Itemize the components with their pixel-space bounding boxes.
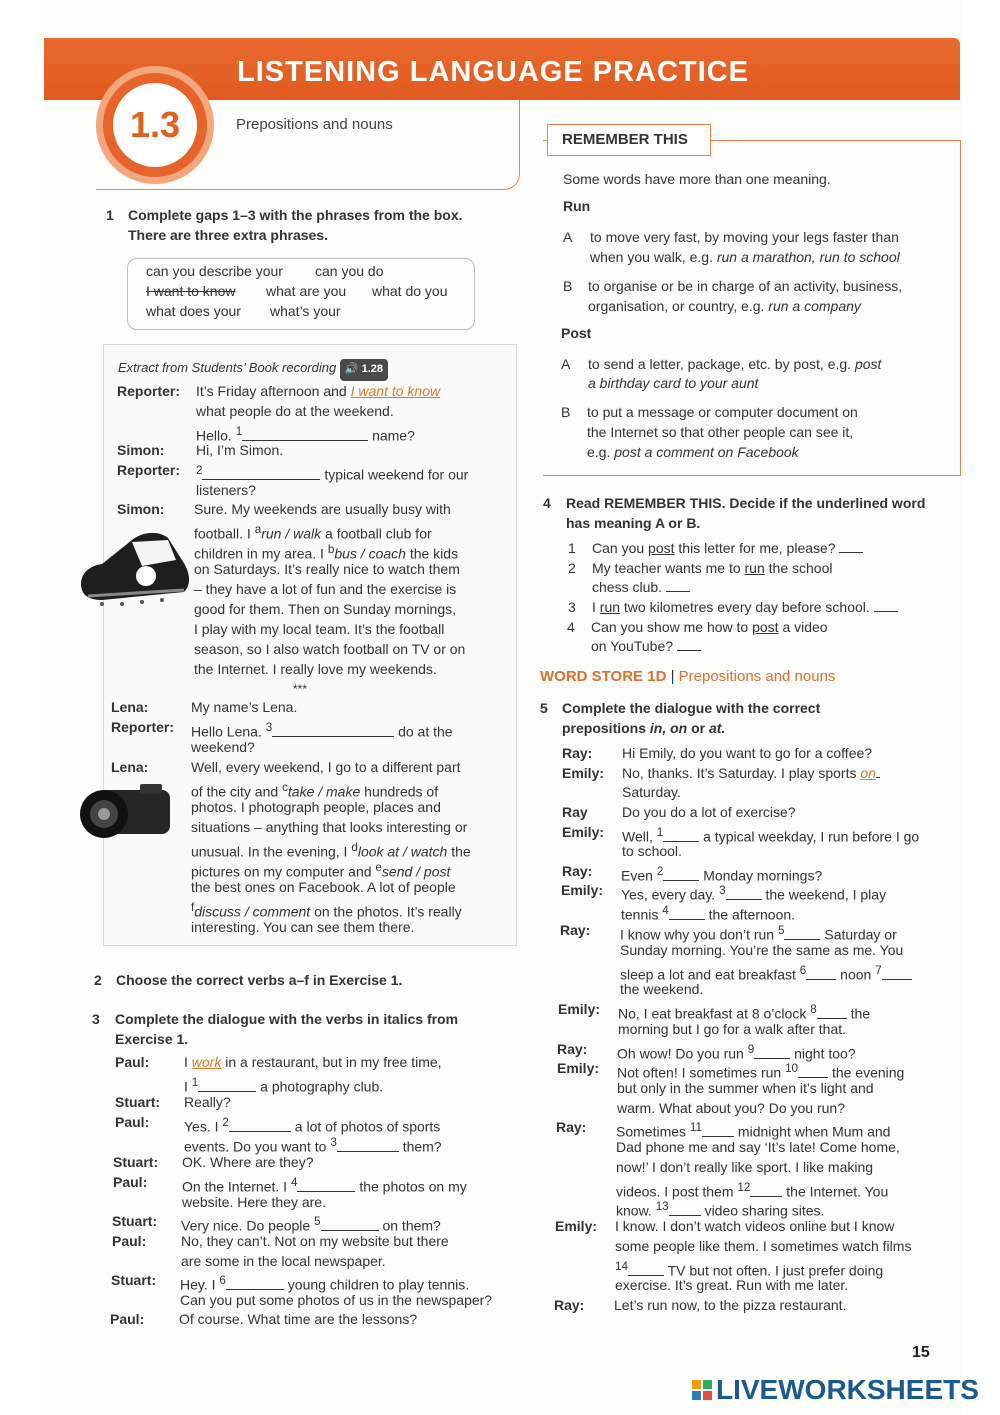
gap-input[interactable]: [628, 1262, 664, 1276]
lena-line: photos. I photograph people, places and: [191, 799, 441, 815]
gap-input[interactable]: [750, 1183, 782, 1197]
phrase: what do you: [372, 283, 448, 299]
lena-line: unusual. In the evening, I $^d$look at / watch the: [191, 841, 471, 860]
stuart-line: Really?: [184, 1094, 231, 1110]
ex4-item: My teacher wants me to run the school: [592, 560, 833, 576]
phrase-used: I want to know: [146, 283, 236, 299]
emily-line: morning but I go for a walk after that.: [618, 1021, 847, 1037]
ray-line: sleep a lot and eat breakfast $^6$ noon $^7$: [620, 961, 912, 985]
liveworksheets-logo-icon: [692, 1380, 712, 1400]
paul-line: Yes. I $^2$ a lot of photos of sports: [184, 1116, 441, 1135]
speaker-emily: Emily:: [557, 1060, 600, 1076]
speaker-stuart: Stuart:: [115, 1094, 161, 1110]
speaker-emily: Emily:: [562, 765, 605, 781]
meaning-letter: B: [561, 404, 571, 420]
verb-choice[interactable]: run / walk: [261, 525, 322, 542]
speaker-paul: Paul:: [112, 1233, 147, 1249]
paul-line: Of course. What time are the lessons?: [179, 1311, 418, 1327]
phrase: what does your: [146, 303, 241, 319]
paul-line: are some in the local newspaper.: [181, 1253, 386, 1269]
emily-line: I know. I don’t watch videos online but I know: [615, 1218, 895, 1234]
stuart-line: OK. Where are they?: [182, 1154, 314, 1170]
speaker-paul: Paul:: [113, 1174, 148, 1190]
ex5-heading: Complete the dialogue with the correct: [562, 700, 821, 716]
emily-line: exercise. It’s great. Run with me later.: [615, 1277, 849, 1293]
simon-line: children in my area. I $^b$bus / coach the kids: [194, 543, 459, 562]
lesson-number: 1.3: [113, 83, 197, 167]
football-boot-image: [72, 520, 202, 606]
gap-input[interactable]: [798, 1064, 828, 1078]
gap-input[interactable]: [677, 637, 701, 651]
word-store-heading: WORD STORE 1D | Prepositions and nouns: [540, 668, 836, 685]
page-subtitle: Prepositions and nouns: [236, 116, 393, 133]
reporter-line: $^2$ typical weekend for our: [196, 464, 469, 483]
remember-intro: Some words have more than one meaning.: [563, 171, 831, 187]
gap-input[interactable]: [663, 867, 699, 881]
ray-line: Oh wow! Do you run $^9$ night too?: [617, 1043, 856, 1062]
ex4-heading: Read REMEMBER THIS. Decide if the underlined word: [566, 495, 926, 511]
meaning-letter: A: [561, 356, 571, 372]
lena-line: $^f$discuss / comment on the photos. It’s really: [191, 901, 462, 920]
simon-line: season, so I also watch football on TV or on: [194, 641, 466, 657]
post-meaning-a: a birthday card to your aunt: [588, 375, 759, 391]
meaning-letter: B: [563, 278, 573, 294]
simon-line: good for them. Then on Sunday mornings,: [194, 601, 457, 617]
ex2-number: 2: [94, 972, 102, 988]
ex4-item: chess club.: [592, 578, 690, 598]
emily-line: warm. What about you? Do you run?: [617, 1100, 846, 1116]
emily-line: Well, $^1$ a typical weekday, I run before I go: [622, 826, 920, 845]
speaker-paul: Paul:: [110, 1311, 145, 1327]
post-meaning-b: e.g. post a comment on Facebook: [587, 444, 799, 460]
simon-line: Hi, I’m Simon.: [196, 442, 284, 458]
ray-line: Sunday morning. You’re the same as me. You: [620, 942, 904, 958]
ray-line: Dad phone me and say ‘It’s late! Come home,: [616, 1139, 900, 1155]
paul-line: website. Here they are.: [182, 1194, 326, 1210]
speaker-reporter: Reporter:: [117, 383, 181, 399]
reporter-line: weekend?: [191, 739, 255, 755]
ex4-item: I run two kilometres every day before school.: [592, 598, 898, 618]
ex1-heading-2: There are three extra phrases.: [128, 227, 328, 243]
ex4-heading-2: has meaning A or B.: [566, 515, 701, 531]
ray-line: I know why you don’t run $^5$ Saturday or: [620, 924, 897, 943]
extract-label: Extract from Students’ Book recording 🔊 1.28: [118, 358, 388, 381]
section-divider: ***: [293, 682, 308, 696]
ex4-item: on YouTube?: [591, 637, 701, 657]
speaker-paul: Paul:: [115, 1054, 150, 1070]
ray-line: videos. I post them $^{12}$ the Internet. You: [616, 1181, 889, 1200]
speaker-paul: Paul:: [115, 1114, 150, 1130]
simon-line: – they have a lot of fun and the exercise is: [194, 581, 457, 597]
simon-line: on Saturdays. It’s really nice to watch them: [194, 561, 460, 577]
verb-choice[interactable]: discuss / comment: [194, 903, 311, 920]
ray-line: know. $^{13}$ video sharing sites.: [616, 1200, 825, 1219]
ex1-number: 1: [106, 207, 114, 223]
ray-line: now!’ I don’t really like sport. I like making: [616, 1159, 874, 1175]
gap-input[interactable]: [198, 1078, 256, 1092]
gap-input[interactable]: [784, 926, 820, 940]
speaker-simon: Simon:: [117, 442, 165, 458]
run-meaning-b: to organise or be in charge of an activity, business,: [588, 278, 903, 294]
brand-wordmark[interactable]: LIVEWORKSHEETS: [716, 1374, 979, 1405]
speaker-ray: Ray:: [557, 1041, 588, 1057]
emily-line: some people like them. I sometimes watch films: [615, 1238, 912, 1254]
phrase: can you do: [315, 263, 384, 279]
ex4-item: Can you show me how to post a video: [591, 619, 828, 635]
speaker-reporter: Reporter:: [117, 462, 181, 478]
gap-input[interactable]: [297, 1178, 355, 1192]
paul-line: I $^1$ a photography club.: [184, 1076, 384, 1095]
ray-line: Hi Emily, do you want to go for a coffee?: [622, 745, 873, 761]
verb-choice[interactable]: send / post: [381, 863, 451, 880]
gap-input[interactable]: [272, 723, 394, 737]
verb-choice[interactable]: bus / coach: [334, 545, 406, 562]
speaker-lena: Lena:: [111, 699, 149, 715]
emily-line: tennis $^4$ the afternoon.: [621, 904, 796, 923]
run-meaning-b: organisation, or country, e.g. run a company: [588, 298, 861, 314]
gap-input[interactable]: [669, 906, 705, 920]
post-meaning-a: to send a letter, package, etc. by post, e.g. post: [588, 356, 882, 372]
gap-input[interactable]: [669, 1202, 701, 1216]
gap-input[interactable]: [226, 1276, 284, 1290]
gap-input[interactable]: [202, 466, 320, 480]
emily-line: No, I eat breakfast at 8 o’clock $^8$ the: [618, 1003, 871, 1022]
emily-line: but only in the summer when it’s light and: [617, 1080, 874, 1096]
speaker-ray: Ray:: [562, 745, 593, 761]
word-run: Run: [563, 198, 591, 214]
speaker-stuart: Stuart:: [113, 1154, 159, 1170]
stuart-line: Very nice. Do people $^5$ on them?: [181, 1215, 441, 1234]
lena-line: of the city and $^c$take / make hundreds of: [191, 781, 439, 800]
gap-input[interactable]: [666, 578, 690, 592]
post-meaning-b: to put a message or computer document on: [587, 404, 858, 420]
verb-choice[interactable]: look at / watch: [357, 843, 448, 860]
paul-line: No, they can’t. Not on my website but there: [181, 1233, 449, 1249]
reporter-line: listeners?: [196, 482, 256, 498]
speaker-ray: Ray:: [556, 1119, 587, 1135]
ex4-item: 2: [568, 560, 576, 576]
speaker-ray: Ray:: [562, 863, 593, 879]
lena-line: interesting. You can see them there.: [191, 919, 415, 935]
stuart-line: Hey. I $^6$ young children to play tennis.: [180, 1274, 470, 1293]
lena-line: My name’s Lena.: [191, 699, 298, 715]
ex3-number: 3: [92, 1011, 100, 1027]
paul-line: On the Internet. I $^4$ the photos on my: [182, 1176, 467, 1195]
gap-input[interactable]: [702, 1123, 734, 1137]
speaker-ray: Ray:: [554, 1297, 585, 1313]
gap-input[interactable]: [337, 1138, 399, 1152]
run-meaning-a: to move very fast, by moving your legs faster than: [590, 229, 899, 245]
phrase: can you describe your: [146, 263, 283, 279]
speaker-reporter: Reporter:: [111, 719, 175, 735]
ray-line: Sometimes $^{11}$ midnight when Mum and: [616, 1121, 891, 1140]
remember-tab: REMEMBER THIS: [547, 124, 711, 156]
verb-choice[interactable]: take / make: [287, 783, 361, 800]
emily-line: Not often! I sometimes run $^{10}$ the evening: [617, 1062, 905, 1081]
emily-line: Saturday.: [622, 784, 681, 800]
post-meaning-b: the Internet so that other people can see it,: [587, 424, 854, 440]
ex4-item: 4: [567, 619, 575, 635]
speaker-stuart: Stuart:: [111, 1272, 157, 1288]
phrase: what are you: [266, 283, 347, 299]
speaker-emily: Emily:: [561, 882, 604, 898]
gap-input[interactable]: [663, 828, 699, 842]
stuart-line: Can you put some photos of us in the newspaper?: [180, 1292, 493, 1308]
ex4-item: 3: [568, 599, 576, 615]
speaker-stuart: Stuart:: [112, 1213, 158, 1229]
emily-line: $^{14}$ TV but not often. I just prefer doing: [615, 1260, 884, 1279]
ray-line: Even $^2$ Monday mornings?: [621, 865, 823, 884]
simon-line: the Internet. I really love my weekends.: [194, 661, 437, 677]
ex3-heading-2: Exercise 1.: [115, 1031, 189, 1047]
gap-input[interactable]: [229, 1118, 291, 1132]
emily-line: Yes, every day. $^3$ the weekend, I play: [621, 884, 887, 903]
gap-input[interactable]: [321, 1217, 379, 1231]
speaker-emily: Emily:: [562, 824, 605, 840]
reporter-line: what people do at the weekend.: [196, 403, 394, 419]
run-meaning-a: when you walk, e.g. run a marathon, run to school: [590, 249, 900, 265]
gap-input[interactable]: [882, 966, 912, 980]
gap-input[interactable]: [806, 966, 836, 980]
ex4-number: 4: [543, 495, 551, 511]
paul-line: I work in a restaurant, but in my free time,: [184, 1054, 442, 1070]
reporter-line: Hello Lena. $^3$ do at the: [191, 721, 453, 740]
paul-line: events. Do you want to $^3$ them?: [184, 1136, 442, 1155]
page-title: LISTENING LANGUAGE PRACTICE: [237, 56, 749, 88]
gap-input[interactable]: [874, 598, 898, 612]
camera-image: [70, 780, 188, 844]
gap-input[interactable]: [754, 1045, 790, 1059]
speaker-emily: Emily:: [555, 1218, 598, 1234]
gap-input[interactable]: [726, 886, 762, 900]
ex2-heading: Choose the correct verbs a–f in Exercise 1.: [116, 972, 403, 988]
gap-input[interactable]: [242, 427, 368, 441]
speaker-lena: Lena:: [111, 759, 149, 775]
ex5-heading-2: prepositions in, on or at.: [562, 720, 726, 736]
ray-line: the weekend.: [620, 981, 704, 997]
ray-line: Let’s run now, to the pizza restaurant.: [614, 1297, 847, 1313]
lena-line: Well, every weekend, I go to a different part: [191, 759, 461, 775]
lena-line: pictures on my computer and $^e$send / post: [191, 861, 451, 880]
simon-line: I play with my local team. It’s the football: [194, 621, 445, 637]
word-post: Post: [561, 325, 592, 341]
reporter-line: It’s Friday afternoon and I want to know: [196, 383, 441, 399]
lena-line: the best ones on Facebook. A lot of people: [191, 879, 456, 895]
ex4-item: 1: [568, 540, 576, 556]
gap-input[interactable]: [839, 539, 863, 553]
emily-line: to school.: [622, 843, 682, 859]
reporter-line: Hello. $^1$ name?: [196, 425, 415, 444]
lena-line: situations – anything that looks interesting or: [191, 819, 468, 835]
ray-line: Do you do a lot of exercise?: [622, 804, 796, 820]
speaker-ray: Ray: [562, 804, 588, 820]
phrase: what’s your: [270, 303, 341, 319]
speaker-ray: Ray:: [560, 922, 591, 938]
ex5-number: 5: [540, 700, 548, 716]
page-number: 15: [912, 1344, 930, 1361]
meaning-letter: A: [563, 229, 573, 245]
simon-line: football. I $^a$run / walk a football club for: [194, 523, 432, 542]
audio-badge[interactable]: 🔊 1.28: [340, 359, 388, 381]
ex1-heading: Complete gaps 1–3 with the phrases from the box.: [128, 207, 463, 223]
gap-input[interactable]: [817, 1005, 847, 1019]
ex3-heading: Complete the dialogue with the verbs in italics from: [115, 1011, 459, 1027]
speaker-simon: Simon:: [117, 501, 165, 517]
emily-line: No, thanks. It’s Saturday. I play sports on: [622, 764, 880, 784]
simon-line: Sure. My weekends are usually busy with: [194, 501, 451, 517]
ex4-item: Can you post this letter for me, please?: [592, 539, 863, 559]
speaker-emily: Emily:: [558, 1001, 601, 1017]
